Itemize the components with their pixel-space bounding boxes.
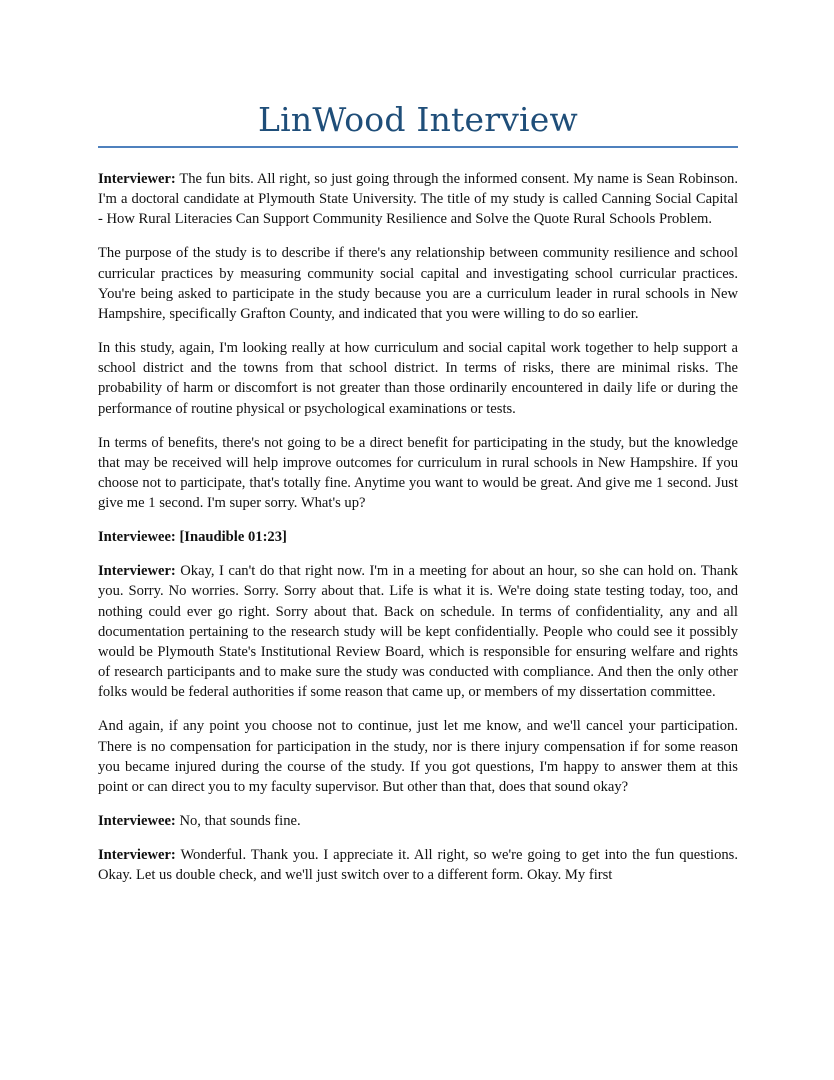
document-page <box>98 0 738 1080</box>
paragraph-text: In terms of benefits, there's not going to be a direct benefit for participating in the study, but the knowledge that may be received will help improve outcomes for curriculum in rural schools in New Hampshire. If you choose not to participate, that's totally fine. Anytime you want to would be great. And give me 1 second. Just give me 1 second. I'm super sorry. What's up? <box>98 434 738 512</box>
speaker-label: Interviewer: <box>98 171 176 187</box>
speaker-label: Interviewee: <box>98 813 176 830</box>
speaker-label: Interviewer: <box>98 563 176 580</box>
paragraph-9 <box>98 845 738 885</box>
paragraph-2 <box>98 243 738 324</box>
paragraph-1 <box>98 169 738 230</box>
paragraph-text: And again, if any point you choose not to continue, just let me know, and we'll cancel your participation. There is no compensation for participation in the study, nor is there injury compensation if for some reason you became injured during the course of the study. If you got questions, I'm happy to answer them at this point or can direct you to my faculty supervisor. But other than that, does that sound okay? <box>98 718 738 796</box>
paragraph-6 <box>98 561 738 702</box>
speaker-label: Interviewee: [Inaudible 01:23] <box>98 529 287 546</box>
paragraph-text: In this study, again, I'm looking really at how curriculum and social capital work together to help support a school district and the towns from that school district. In terms of risks, there are minimal risks. The probability of harm or discomfort is not greater than those ordinarily encountered in daily life or during the performance of routine physical or psychological examinations or tests. <box>98 340 738 417</box>
document-title: LinWood Interview <box>258 100 578 139</box>
paragraph-text: The fun bits. All right, so just going through the informed consent. My name is Sean Robinson. I'm a doctoral candidate at Plymouth State University. The title of my study is called Canning Social Capital - How Rural Literacies Can Support Community Resilience and Solve the Quote Rural Schools Problem. <box>98 171 738 228</box>
paragraph-text: The purpose of the study is to describe if there's any relationship between community resilience and school curricular practices by measuring community social capital and investigating school curricular practices. You're being asked to participate in the study because you are a curriculum leader in rural schools in New Hampshire, specifically Grafton County, and indicated that you were willing to do so earlier. <box>98 245 738 323</box>
paragraph-7 <box>98 716 738 797</box>
paragraph-text: Okay, I can't do that right now. I'm in a meeting for about an hour, so she can hold on. Thank you. Sorry. No worries. Sorry. Sorry about that. Life is what it is. We're doing state testing today, too, and nothing could ever go right. Sorry about that. Back on schedule. In terms of confidentiality, any and all documentation pertaining to the research study will be kept confidentially. People who could see it possibly would be Plymouth State's Institutional Review Board, which is responsible for ensuring welfare and rights of research participants and to make sure the study was conducted with compliance. And then the only other folks would be federal authorities if some reason that came up, or members of my dissertation committee. <box>98 563 738 701</box>
transcript-body <box>98 169 738 885</box>
paragraph-3 <box>98 338 738 419</box>
paragraph-8 <box>98 811 738 831</box>
title-underline-rule <box>98 146 738 148</box>
paragraph-5 <box>98 527 738 547</box>
speaker-label: Interviewer: <box>98 847 176 864</box>
paragraph-4 <box>98 433 738 514</box>
paragraph-text: Wonderful. Thank you. I appreciate it. All right, so we're going to get into the fun questions. Okay. Let us double check, and we'll just switch over to a different form. Okay. My first <box>98 847 738 884</box>
paragraph-text: No, that sounds fine. <box>175 813 301 830</box>
